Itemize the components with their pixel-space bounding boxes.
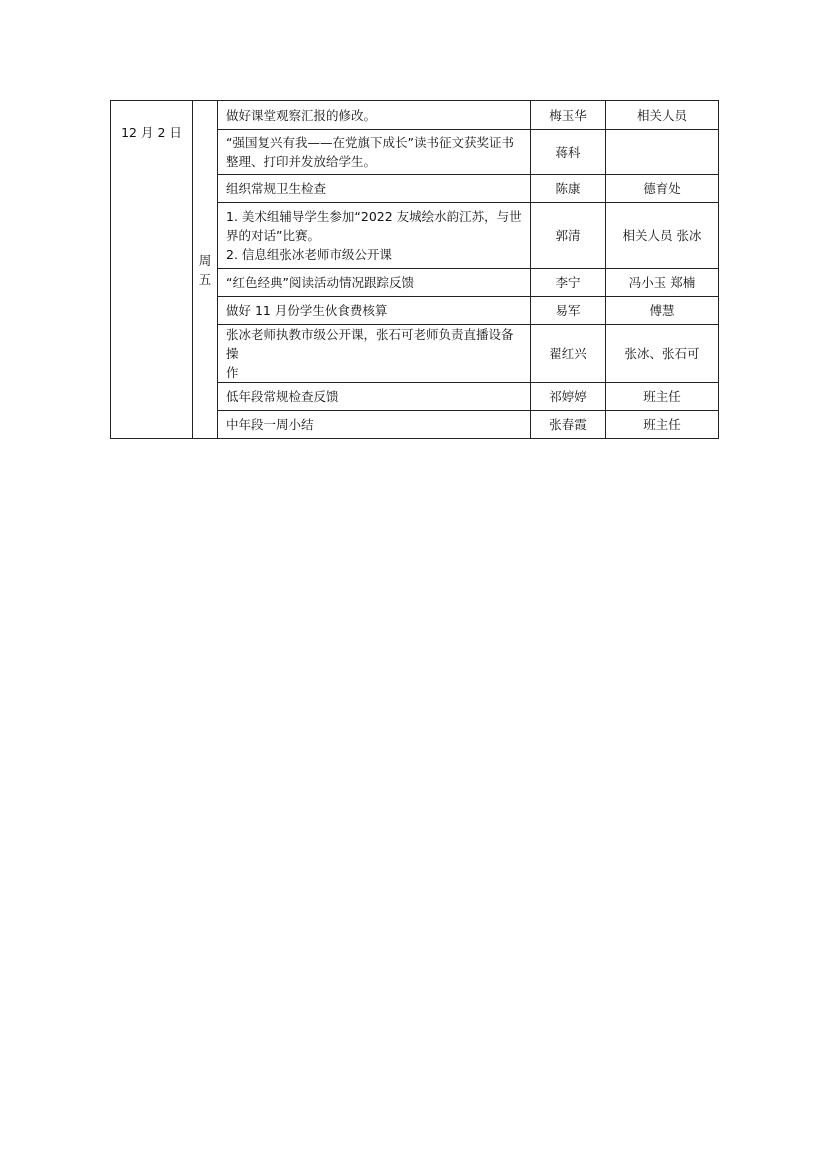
task-line: 低年段常规检查反馈: [226, 389, 339, 404]
task-cell: [218, 383, 531, 411]
weekday-cell: [193, 101, 218, 439]
task-cell: [218, 297, 531, 325]
related-line: 德育处: [643, 181, 681, 196]
related-line: 相关人员: [636, 107, 687, 123]
responsible-person-cell: 蒋科: [531, 130, 606, 175]
responsible-person-cell: 郭清: [531, 203, 606, 269]
related-staff-cell: [606, 130, 719, 175]
related-line: 张冰: [676, 228, 702, 243]
table-row: [111, 101, 719, 130]
responsible-person-cell: 陈康: [531, 175, 606, 203]
related-staff-cell: [606, 325, 719, 383]
related-staff-cell: [606, 269, 719, 297]
task-line: 做好课堂观察汇报的修改。: [226, 107, 377, 123]
related-staff-cell: [606, 175, 719, 203]
task-line: 1. 美术组辅导学生参加“2022 友城绘水韵江苏，与世: [226, 209, 522, 224]
responsible-person-cell: 张春霞: [531, 411, 606, 439]
related-staff-cell: [606, 383, 719, 411]
task-cell: [218, 203, 531, 269]
weekday-char: 周: [198, 252, 212, 268]
schedule-table: [110, 100, 719, 439]
task-cell: [218, 411, 531, 439]
task-line: “强国复兴有我——在党旗下成长”读书征文获奖证书: [226, 135, 514, 150]
related-line: 张冰、张石可: [624, 346, 700, 361]
task-cell: [218, 325, 531, 383]
task-line: “红色经典”阅读活动情况跟踪反馈: [226, 275, 414, 290]
task-line: 2. 信息组张冰老师市级公开课: [226, 247, 392, 262]
responsible-person-cell: 易军: [531, 297, 606, 325]
task-cell: [218, 130, 531, 175]
related-staff-cell: [606, 297, 719, 325]
task-line: 做好 11 月份学生伙食费核算: [226, 303, 388, 318]
task-line: 作: [226, 365, 239, 380]
related-staff-cell: [606, 411, 719, 439]
responsible-person-cell: 梅玉华: [531, 101, 606, 130]
task-line: 组织常规卫生检查: [226, 181, 327, 196]
responsible-person-cell: 李宁: [531, 269, 606, 297]
task-line: 中年段一周小结: [226, 417, 314, 432]
task-line: 张冰老师执教市级公开课，张石可老师负责直播设备操: [226, 327, 514, 361]
related-line: 冯小玉 郑楠: [628, 275, 696, 290]
task-line: 界的对话”比赛。: [226, 228, 320, 243]
related-line: 傅慧: [649, 303, 675, 318]
weekday-char: 五: [198, 271, 212, 287]
related-line: 班主任: [643, 417, 681, 432]
related-line: 班主任: [643, 389, 681, 404]
related-staff-cell: [606, 203, 719, 269]
responsible-person-cell: 祁婷婷: [531, 383, 606, 411]
date-cell: 12 月 2 日: [111, 101, 193, 439]
related-staff-cell: [606, 101, 719, 130]
task-cell: [218, 175, 531, 203]
related-line: 相关人员: [622, 228, 673, 243]
task-cell: [218, 269, 531, 297]
responsible-person-cell: 翟红兴: [531, 325, 606, 383]
task-cell: [218, 101, 531, 130]
task-line: 整理、打印并发放给学生。: [226, 154, 377, 169]
